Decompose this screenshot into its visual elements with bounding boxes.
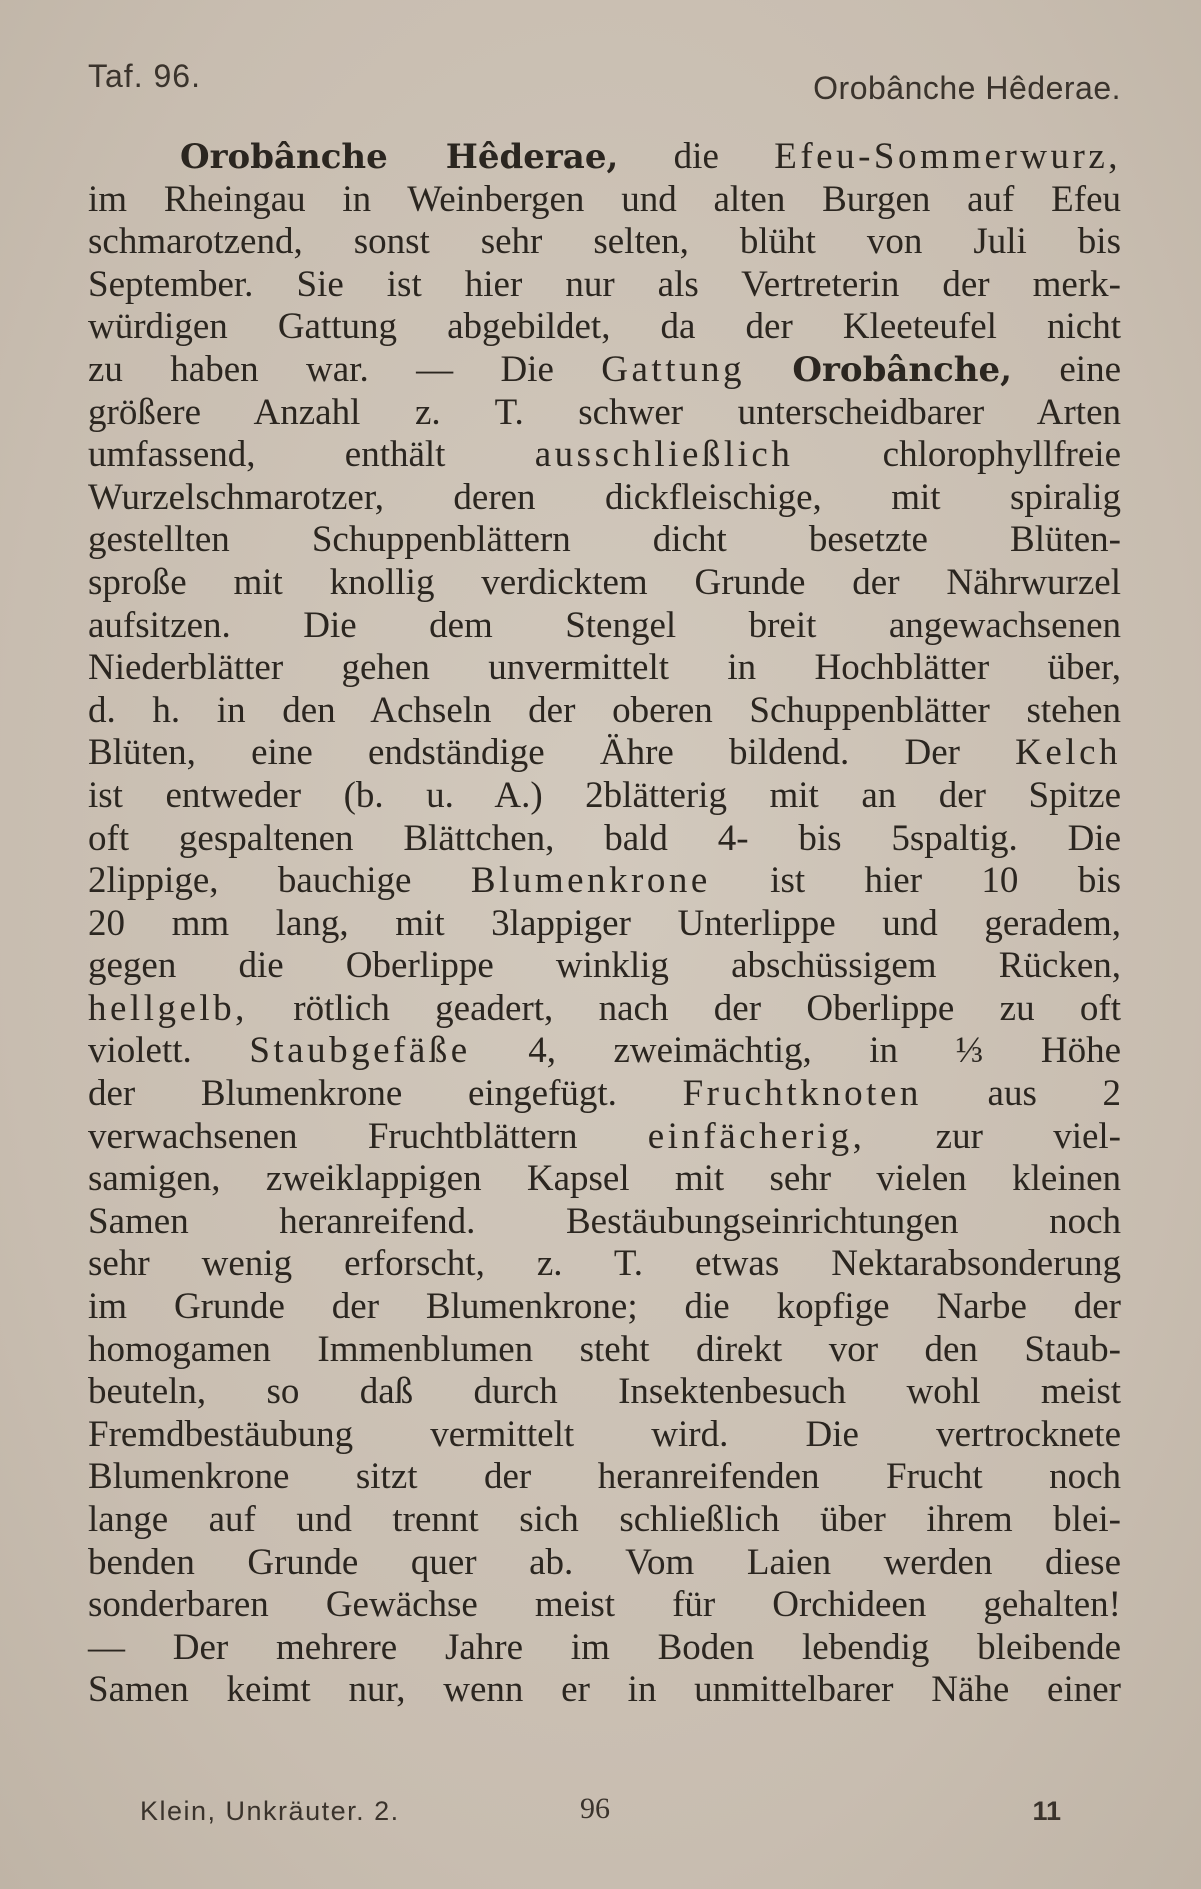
- text-segment: zu haben war. — Die: [88, 348, 602, 390]
- text-line: [88, 860, 1121, 903]
- text-segment: d. h. in den Achseln der oberen Schuppenblätter stehen: [88, 689, 1121, 731]
- text-line: [88, 306, 1121, 349]
- text-line: [88, 1414, 1121, 1457]
- series-title: Klein, Unkräuter. 2.: [140, 1796, 400, 1826]
- text-segment: September. Sie ist hier nur als Vertreterin der merk-: [88, 263, 1121, 305]
- text-segment: chlorophyllfreie: [793, 434, 1121, 476]
- text-segment: violett.: [88, 1030, 250, 1072]
- text-line: [88, 988, 1121, 1031]
- text-line: [88, 605, 1121, 648]
- text-line: [88, 1201, 1121, 1244]
- text-segment: ist entweder (b. u. A.) 2blätterig mit an der Spitze: [88, 774, 1121, 816]
- text-segment: schmarotzend, sonst sehr selten, blüht von Juli bis: [88, 221, 1121, 263]
- text-line: [88, 1499, 1121, 1542]
- text-segment: gestellten Schuppenblättern dicht besetzte Blüten-: [88, 519, 1121, 561]
- spaced-term: Gattung: [601, 348, 745, 390]
- text-line: [88, 264, 1121, 307]
- text-segment: beuteln, so daß durch Insektenbesuch wohl meist: [88, 1371, 1121, 1413]
- text-line: [88, 903, 1121, 946]
- text-segment: Samen heranreifend. Bestäubungseinrichtungen noch: [88, 1200, 1121, 1242]
- text-segment: größere Anzahl z. T. schwer unterscheidbarer Arten: [88, 391, 1121, 433]
- text-line: [88, 1116, 1121, 1159]
- text-segment: gegen die Oberlippe winklig abschüssigem Rücken,: [88, 945, 1121, 987]
- text-line: [88, 1030, 1121, 1073]
- text-segment: zur viel-: [865, 1115, 1121, 1157]
- spaced-term: Kelch: [1015, 732, 1121, 774]
- text-segment: Samen keimt nur, wenn er in unmittelbarer Nähe einer: [88, 1669, 1121, 1711]
- text-segment: Niederblätter gehen unvermittelt in Hochblätter über,: [88, 647, 1121, 689]
- text-line: [88, 1243, 1121, 1286]
- text-line: [88, 945, 1121, 988]
- page-footer: [140, 1792, 1061, 1836]
- text-line: [88, 1542, 1121, 1585]
- text-line: [88, 1286, 1121, 1329]
- text-line: [88, 1456, 1121, 1499]
- text-segment: Wurzelschmarotzer, deren dickfleischige, mit spiralig: [88, 476, 1121, 518]
- text-line: [88, 519, 1121, 562]
- text-line: [88, 1584, 1121, 1627]
- text-line: [88, 349, 1121, 392]
- text-line: [88, 818, 1121, 861]
- text-segment: sonderbaren Gewächse meist für Orchideen gehalten!: [88, 1584, 1121, 1626]
- text-line: [88, 1073, 1121, 1116]
- text-segment: homogamen Immenblumen steht direkt vor den Staub-: [88, 1328, 1121, 1370]
- text-segment: eine: [1012, 348, 1122, 390]
- text-segment: 2lippige, bauchige: [88, 860, 471, 902]
- text-segment: Fremdbestäubung vermittelt wird. Die vertrocknete: [88, 1413, 1121, 1455]
- text-line: [88, 732, 1121, 775]
- text-segment: — Der mehrere Jahre im Boden lebendig bleibende: [88, 1626, 1121, 1668]
- text-segment: aus 2: [921, 1073, 1122, 1115]
- text-line: [88, 1669, 1121, 1712]
- spaced-term: Blumenkrone: [470, 860, 711, 902]
- text-segment: im Grunde der Blumenkrone; die kopfige Narbe der: [88, 1286, 1121, 1328]
- spaced-term: Fruchtknoten: [682, 1073, 922, 1115]
- page-header: [88, 58, 1121, 108]
- text-line: [88, 1329, 1121, 1372]
- text-line: [88, 1627, 1121, 1670]
- text-line: [88, 775, 1121, 818]
- text-line: [88, 477, 1121, 520]
- text-segment: würdigen Gattung abgebildet, da der Kleeteufel nicht: [88, 306, 1121, 348]
- text-line: [88, 221, 1121, 264]
- text-segment: verwachsenen Fruchtblättern: [88, 1115, 648, 1157]
- text-segment: [745, 349, 792, 390]
- spaced-term: einfächerig,: [647, 1115, 866, 1157]
- signature-mark: 11: [1032, 1796, 1061, 1826]
- text-segment: 20 mm lang, mit 3lappiger Unterlippe und geradem,: [88, 902, 1121, 944]
- text-line: [88, 434, 1121, 477]
- text-segment: die: [618, 136, 775, 177]
- text-segment: aufsitzen. Die dem Stengel breit angewachsenen: [88, 604, 1121, 646]
- text-line: [88, 179, 1121, 222]
- spaced-term: Efeu-Sommerwurz,: [774, 136, 1121, 177]
- bold-term: Orobânche Hêderae,: [180, 137, 619, 177]
- text-line: [88, 562, 1121, 605]
- text-segment: der Blumenkrone eingefügt.: [88, 1073, 683, 1115]
- text-line: [88, 392, 1121, 435]
- spaced-term: Staubgefäße: [249, 1030, 471, 1072]
- body-text: [88, 136, 1121, 1712]
- text-segment: umfassend, enthält: [88, 434, 535, 476]
- running-title: Orobânche Hêderae.: [813, 70, 1121, 106]
- text-segment: benden Grunde quer ab. Vom Laien werden diese: [88, 1541, 1121, 1583]
- text-line: [88, 647, 1121, 690]
- spaced-term: hellgelb,: [88, 987, 248, 1029]
- text-line: [88, 1371, 1121, 1414]
- text-segment: samigen, zweiklappigen Kapsel mit sehr vielen kleinen: [88, 1158, 1121, 1200]
- text-segment: Blüten, eine endständige Ähre bildend. Der: [88, 732, 1016, 774]
- page-number: 96: [580, 1792, 610, 1825]
- text-segment: lange auf und trennt sich schließlich über ihrem blei-: [88, 1499, 1121, 1540]
- text-line: [88, 690, 1121, 733]
- text-segment: sehr wenig erforscht, z. T. etwas Nektarabsonderung: [88, 1243, 1121, 1285]
- text-segment: im Rheingau in Weinbergen und alten Burgen auf Efeu: [88, 178, 1121, 220]
- bold-term: Orobânche,: [792, 349, 1012, 390]
- text-segment: Blumenkrone sitzt der heranreifenden Frucht noch: [88, 1456, 1121, 1498]
- text-segment: sproße mit knollig verdicktem Grunde der Nährwurzel: [88, 561, 1121, 603]
- plate-number: Taf. 96.: [88, 58, 201, 94]
- spaced-term: ausschließlich: [534, 434, 794, 476]
- text-line: [88, 1158, 1121, 1201]
- text-segment: 4, zweimächtig, in ⅓ Höhe: [470, 1030, 1121, 1072]
- text-segment: oft gespaltenen Blättchen, bald 4- bis 5spaltig. Die: [88, 817, 1121, 859]
- text-segment: ist hier 10 bis: [710, 860, 1121, 902]
- text-segment: rötlich geadert, nach der Oberlippe zu oft: [247, 987, 1121, 1029]
- text-line: [88, 136, 1121, 179]
